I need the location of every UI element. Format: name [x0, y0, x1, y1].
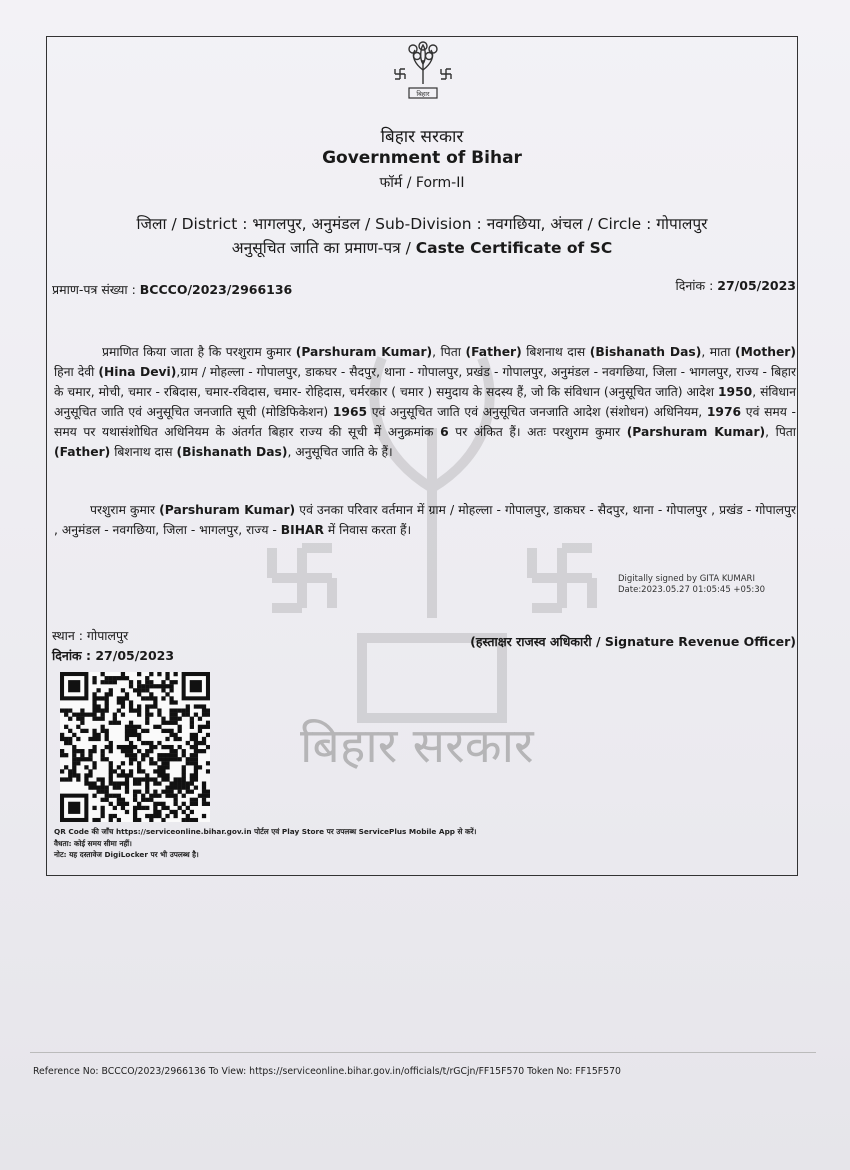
- certificate-title-english: Caste Certificate of SC: [415, 239, 613, 257]
- circle-label: अंचल / Circle: [550, 215, 642, 233]
- qr-note-line-3: नोट: यह दस्तावेज DigiLocker पर भी उपलब्ध है।: [54, 850, 199, 859]
- district-label: जिला / District: [136, 215, 238, 233]
- issue-date: दिनांक : 27/05/2023: [675, 278, 796, 293]
- digital-signature-name: Digitally signed by GITA KUMARI: [618, 574, 755, 584]
- signatory-line: [470, 633, 796, 650]
- certificate-number-value: BCCCO/2023/2966136: [139, 282, 293, 297]
- subdivision-value: नवगछिया: [486, 215, 541, 233]
- bihar-emblem-icon: [385, 40, 461, 104]
- place-line: स्थान : गोपालपुर: [52, 628, 129, 643]
- certificate-number-label: प्रमाण-पत्र संख्या: [52, 282, 128, 297]
- certificate-paragraph-1: प्रमाणित किया जाता है कि परशुराम कुमार (Parshuram Kumar), पिता (Father) बिशनाथ दास (Bishanath Das), माता (Mother) हिना देवी (Hina Devi),ग्राम / मोहल्ला - गोपालपुर, डाकघर - सैदपुर, थाना - गोपालपुर, प्रखंड - गोपालपुर, अनुमंडल - नवगछिया, जिला - भागलपुर, राज्य - बिहार के चमार, मोची, चमार - रबिदास, चमार-रविदास, चमार- रोहिदास, चर्मरकार ( चमार ) समुदाय के सदस्य हैं, जो कि संविधान (अनुसूचित जाति) आदेश 1950, संविधान अनुसूचित जाति एवं अनुसूचित जनजाति सूची (मोडिफिकेशन) 1965 एवं अनुसूचित जाति एवं अनुसूचित जनजाति आदेश (संशोधन) अधिनियम, 1976 एवं समय - समय पर यथासंशोधित अधिनियम के अंतर्गत बिहार राज्य की सूची में अनुक्रमांक 6 पर अंकित हैं। अतः परशुराम कुमार (Parshuram Kumar), पिता (Father) बिशनाथ दास (Bishanath Das), अनुसूचित जाति के हैं।: [54, 345, 796, 459]
- district-line: जिला / District : भागलपुर, अनुमंडल / Sub-Division : नवगछिया, अंचल / Circle : गोपालपुर: [136, 215, 708, 233]
- certificate-title-hindi: अनुसूचित जाति का प्रमाण-पत्र: [231, 239, 401, 257]
- footer-divider: [30, 1052, 816, 1053]
- qr-code-icon[interactable]: [60, 672, 210, 822]
- watermark-text: बिहार सरकार: [300, 718, 534, 774]
- certificate-paragraph-2: परशुराम कुमार (Parshuram Kumar) एवं उनका परिवार वर्तमान में ग्राम / मोहल्ला - गोपालपुर, डाकघर - सैदपुर, थाना - गोपालपुर , प्रखंड - गोपालपुर , अनुमंडल - नवगछिया, जिला - भागलपुर, राज्य - BIHAR में निवास करता हैं।: [54, 503, 796, 537]
- digital-signature-date: Date:2023.05.27 01:05:45 +05:30: [618, 585, 766, 595]
- government-title-hindi: बिहार सरकार: [380, 127, 464, 147]
- digital-signature-stamp: [618, 574, 765, 596]
- qr-note-line-1: QR Code की जाँच https://serviceonline.bihar.gov.in पोर्टल एवं Play Store पर उपलब्ध ServicePlus Mobile App से करें।: [54, 827, 477, 836]
- footer-reference: Reference No: BCCCO/2023/2966136 To View: https://serviceonline.bihar.gov.in/officials/t/rGCjn/FF15F570 Token No: FF15F570: [33, 1066, 621, 1077]
- form-text: फॉर्म / Form-II: [379, 175, 465, 191]
- circle-value: गोपालपुर: [656, 215, 708, 233]
- emblem-label: बिहार: [416, 90, 430, 98]
- place-and-date: [52, 626, 174, 666]
- government-title-english: Government of Bihar: [322, 148, 522, 168]
- certificate-number: प्रमाण-पत्र संख्या : BCCCO/2023/2966136: [52, 282, 293, 297]
- issue-date-label: दिनांक: [675, 278, 706, 293]
- certificate-title: अनुसूचित जाति का प्रमाण-पत्र / Caste Certificate of SC: [231, 239, 613, 257]
- issue-date-value: 27/05/2023: [717, 278, 796, 293]
- place-date-line: दिनांक : 27/05/2023: [52, 648, 175, 663]
- signatory-text: (हस्ताक्षर राजस्व अधिकारी / Signature Revenue Officer): [470, 634, 796, 649]
- qr-notes: [54, 826, 574, 861]
- district-value: भागलपुर: [252, 215, 302, 233]
- qr-note-line-2: वैधता: कोई समय सीमा नहीं।: [54, 838, 132, 848]
- form-label: [46, 173, 798, 192]
- subdivision-label: अनुमंडल / Sub-Division: [311, 215, 472, 233]
